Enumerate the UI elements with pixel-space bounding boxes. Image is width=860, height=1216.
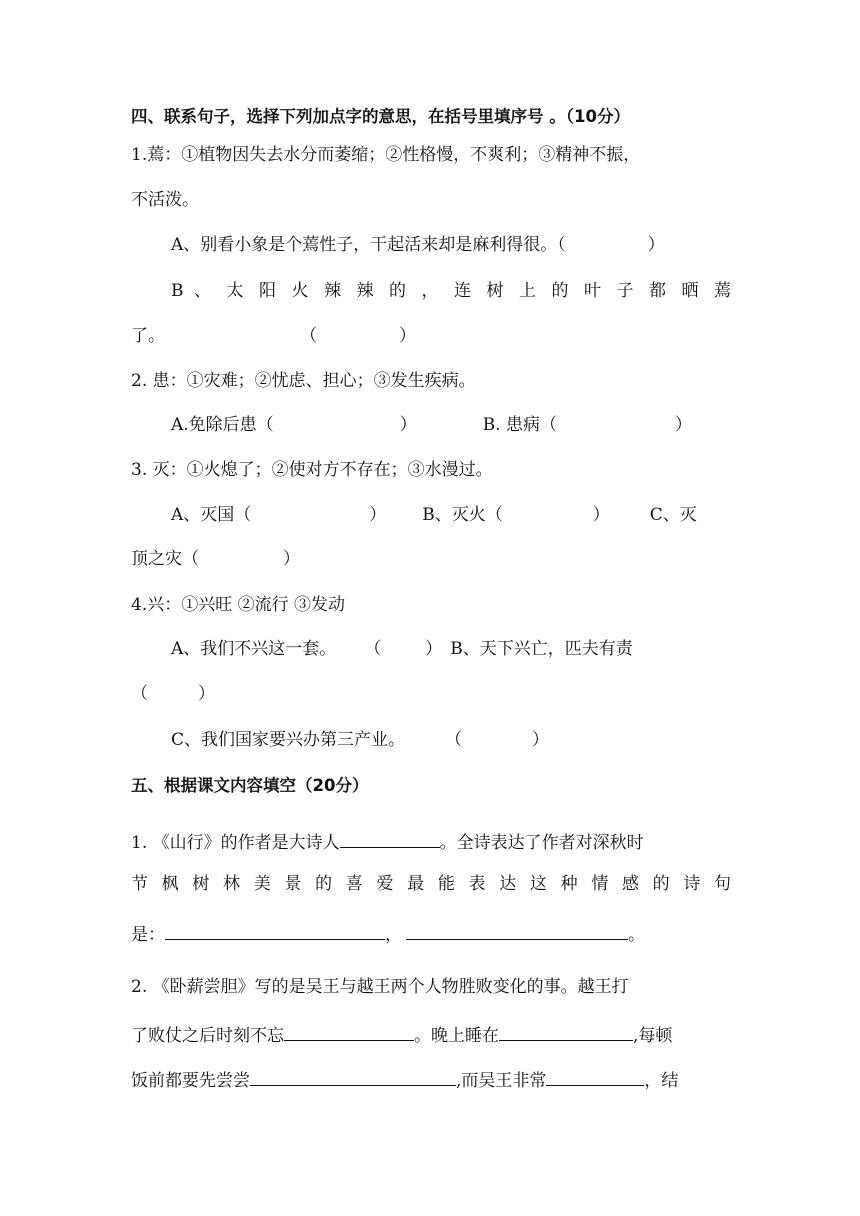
q2-item-a-text: A.免除后患（ [171, 415, 274, 435]
q3-item-c-text: C、灭 [649, 505, 697, 525]
s5-q2-blank-2[interactable] [499, 1021, 633, 1041]
s5-q2-line2 [131, 1021, 731, 1047]
q3-items [171, 504, 731, 526]
q1-definition-line2: 不活泼。 [131, 190, 199, 210]
q4-item-b-line2 [131, 683, 731, 705]
s5-q1-line1 [131, 828, 731, 854]
q2-item-a-close: ） [399, 415, 417, 435]
q2-definition: 2. 患：①灾难；②忧虑、担心；③发生疾病。 [131, 371, 476, 391]
q2-item-b-close: ） [675, 415, 692, 435]
s5-q1-poet-blank[interactable] [340, 828, 440, 848]
s5-q1-line1-post: 。全诗表达了作者对深秋时 [439, 833, 644, 853]
q4-item-c [171, 729, 731, 751]
q1-item-a [171, 234, 731, 256]
q1-item-a-text: A、别看小象是个蔫性子，干起活来却是麻利得很。（ [171, 235, 566, 255]
s5-q2-line2-mid: 。晚上睡在 [414, 1026, 499, 1046]
q4-item-b-paren-close: ） [198, 684, 215, 704]
s5-q1-verse-blank-1[interactable] [165, 920, 385, 940]
q4-item-c-paren-open: （ [445, 730, 463, 750]
q4-item-a-text: A、我们不兴这一套。 [171, 639, 337, 659]
s5-q2-blank-4[interactable] [546, 1066, 644, 1086]
q3-item-c-line2-text: 顶之灾（ [131, 549, 199, 569]
q1-definition-line1: 1.蔫：①植物因失去水分而萎缩；②性格慢，不爽利；③精神不振， [131, 145, 641, 165]
s5-q2-line1: 2. 《卧薪尝胆》写的是吴王与越王两个人物胜败变化的事。越王打 [131, 977, 629, 997]
q4-item-b-text: B、天下兴亡，匹夫有责 [450, 639, 633, 659]
s5-q1-line3 [131, 920, 731, 946]
q3-item-a-text: A、灭国（ [171, 505, 252, 525]
q4-item-a-paren-close: ） [425, 639, 443, 659]
q4-items-ab [171, 638, 731, 660]
s5-q1-line3-end: 。 [628, 925, 645, 945]
q1-item-b-line2-text: 了。 [131, 326, 165, 346]
s5-q2-line2-pre: 了败仗之后时刻不忘 [131, 1026, 284, 1046]
q1-item-a-close: ） [647, 235, 665, 255]
s5-q2-blank-3[interactable] [250, 1066, 456, 1086]
s5-q1-line2: 节 枫 树 林 美 景 的 喜 爱 最 能 表 达 这 种 情 感 的 诗 句 [131, 874, 731, 894]
q4-definition: 4.兴：①兴旺 ②流行 ③发动 [131, 595, 346, 615]
q4-item-a-paren-open: （ [364, 639, 382, 659]
s5-q2-line2-end: ,每顿 [633, 1026, 673, 1046]
q3-item-c-line2 [131, 548, 731, 570]
s5-q2-line3 [131, 1066, 731, 1092]
q1-item-b-line1: B 、 太 阳 火 辣 辣 的 ， 连 树 上 的 叶 子 都 晒 蔫 [171, 281, 731, 301]
s5-q1-line3-pre: 是： [131, 925, 165, 945]
s5-q1-verse-blank-2[interactable] [406, 920, 628, 940]
q4-item-c-text: C、我们国家要兴办第三产业。 [171, 730, 406, 750]
q1-item-b-paren-open: （ [300, 326, 317, 346]
q3-item-b-close: ） [592, 505, 610, 525]
q2-items [171, 414, 731, 436]
s5-q2-line3-mid: ,而吴王非常 [456, 1071, 547, 1091]
s5-q2-line3-pre: 饭前都要先尝尝 [131, 1071, 250, 1091]
s5-q1-line1-pre: 1. 《山行》的作者是大诗人 [131, 833, 340, 853]
s5-q2-line3-end: ，结 [644, 1071, 679, 1091]
q3-item-c-close: ） [283, 549, 300, 569]
q4-item-c-paren-close: ） [532, 730, 550, 750]
s5-q2-blank-1[interactable] [284, 1021, 414, 1041]
q3-item-b-text: B、灭火（ [422, 505, 503, 525]
q1-item-b-paren-close: ） [399, 326, 416, 346]
q3-item-a-close: ） [369, 505, 387, 525]
section-5-heading: 五、根据课文内容填空（20分） [131, 776, 369, 795]
q4-item-b-paren-open: （ [131, 684, 148, 704]
q1-item-b-line2 [131, 325, 731, 347]
q3-definition: 3. 灭：①火熄了；②使对方不存在；③水漫过。 [131, 460, 493, 480]
s5-q1-line3-sep: ， [385, 925, 402, 945]
section-4-heading: 四、联系句子，选择下列加点字的意思，在括号里填序号 。（10分） [131, 107, 630, 126]
q2-item-b-text: B. 患病（ [482, 415, 557, 435]
